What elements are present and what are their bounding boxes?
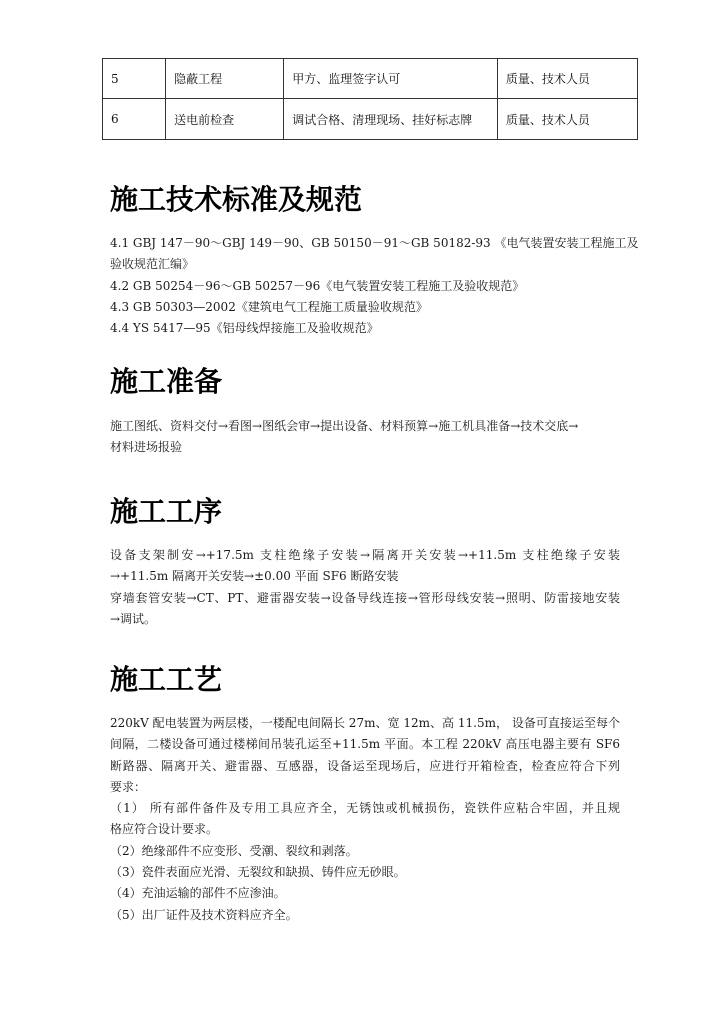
text-line: （3）瓷件表面应光滑、无裂纹和缺损、铸件应无砂眼。	[110, 865, 406, 880]
text-line: 设备支架制安→+17.5m 支柱绝缘子安装→隔离开关安装→+11.5m 支柱绝缘子安装	[110, 548, 620, 562]
standards-list	[110, 233, 639, 339]
responsible-person: 质量、技术人员	[497, 59, 637, 99]
text-line: 间隔，二楼设备可通过楼梯间吊装孔运至+11.5m 平面。本工程 220kV 高压电器主要有 SF6	[110, 737, 620, 752]
text-line: 断路器、隔离开关、避雷器、互感器，设备运至现场后，应进行开箱检查，检查应符合下列	[110, 758, 620, 773]
text-line: （2）绝缘部件不应变形、受潮、裂纹和剥落。	[110, 843, 358, 858]
text-line: （5）出厂证件及技术资料应齐全。	[110, 907, 298, 922]
table-row	[103, 59, 638, 99]
standard-item: 4.2 GB 50254－96～GB 50257－96《电气装置安装工程施工及验收规范》	[110, 278, 525, 293]
inspection-table	[102, 58, 638, 140]
inspection-item: 送电前检查	[166, 99, 284, 140]
standard-item: 4.3 GB 50303—2002《建筑电气工程施工质量验收规范》	[110, 299, 428, 314]
preparation-text	[110, 416, 620, 459]
process-section	[110, 663, 620, 697]
text-line: 220kV 配电装置为两层楼，一楼配电间隔长 27m、宽 12m、高 11.5m， 设备可直接运至每个	[110, 716, 620, 730]
text-line: （4）充油运输的部件不应渗油。	[110, 886, 286, 901]
text-line: 材料进场报验	[110, 440, 183, 455]
table-row	[103, 99, 638, 140]
standard-item: 4.1 GBJ 147－90～GBJ 149－90、GB 50150－91～GB 50182-93 《电气装置安装工程施工及	[110, 236, 639, 250]
process-text	[110, 713, 620, 926]
section-heading: 施工工序	[110, 495, 223, 528]
text-line: 格应符合设计要求。	[110, 822, 219, 837]
text-line: 施工图纸、资料交付→看图→图纸会审→提出设备、材料预算→施工机具准备→技术交底→	[110, 419, 579, 433]
standard-item: 4.4 YS 5417—95《铝母线焊接施工及验收规范》	[110, 321, 379, 336]
text-line: →+11.5m 隔离开关安装→±0.00 平面 SF6 断路安装	[110, 569, 399, 584]
inspection-method: 调试合格、清理现场、挂好标志牌	[284, 99, 498, 140]
standard-item: 验收规范汇编》	[110, 257, 195, 272]
section-heading: 施工工艺	[110, 663, 223, 696]
section-heading: 施工准备	[110, 365, 223, 398]
responsible-person: 质量、技术人员	[497, 99, 637, 140]
text-line: →调试。	[110, 611, 157, 626]
inspection-item: 隐蔽工程	[166, 59, 284, 99]
row-number: 6	[103, 99, 166, 140]
procedure-text	[110, 545, 620, 630]
text-line: 穿墙套管安装→CT、PT、避雷器安装→设备导线连接→管形母线安装→照明、防雷接地安装	[110, 590, 620, 605]
procedure-section	[110, 495, 620, 529]
preparation-section	[110, 365, 620, 399]
section-heading: 施工技术标准及规范	[110, 183, 363, 216]
inspection-method: 甲方、监理签字认可	[284, 59, 498, 99]
row-number: 5	[103, 59, 166, 99]
text-line: （1） 所有部件备件及专用工具应齐全，无锈蚀或机械损伤，瓷铁件应粘合牢固，并且规	[110, 801, 620, 816]
standards-section	[110, 183, 620, 217]
text-line: 要求：	[110, 779, 147, 794]
